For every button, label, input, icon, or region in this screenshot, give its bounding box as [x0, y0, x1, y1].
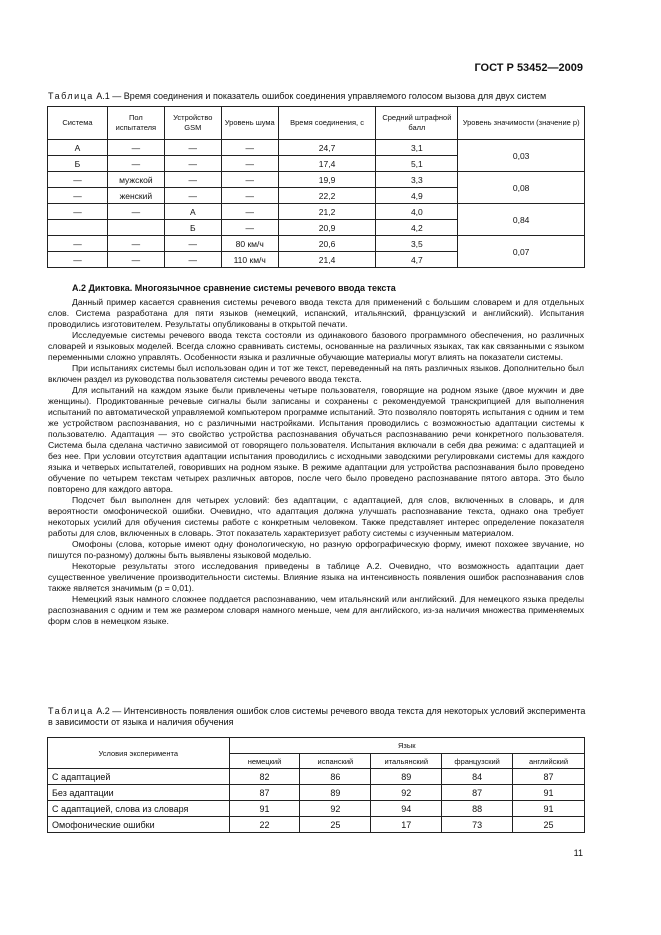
table2-language-cell: немецкий: [229, 754, 300, 769]
table-cell: женский: [107, 188, 164, 204]
paragraph: При испытаниях системы был использован один и тот же текст, переведенный на пять различных языков. Дополнительно был включен раздел из руководства пользователя системы речевого ввода текста.: [48, 363, 584, 384]
table-row: [48, 801, 585, 817]
table-row: [48, 236, 585, 252]
table1-header-cell: Время соединения, с: [278, 107, 376, 140]
table-row: [48, 769, 585, 785]
table-cell: 89: [371, 769, 442, 785]
table-cell: 89: [300, 785, 371, 801]
table-cell: —: [48, 172, 108, 188]
paragraph: Подсчет был выполнен для четырех условий: без адаптации, с адаптацией, для слов, включенных в словарь, и для вероятности омофонической ошибки. Очевидно, что адаптация должна улучшать распознавание текста, однако она требует некоторых усилий для обучения системы работе с конкретным человеком. Также представляет интерес определение показателя работы для слов, включенных в словарь. Этот показатель характеризует работу системы с изученным материалом.: [48, 495, 584, 538]
section-heading: А.2 Диктовка. Многоязычное сравнение системы речевого ввода текста: [72, 283, 396, 293]
table-cell: 87: [229, 785, 300, 801]
table-cell: 91: [513, 785, 585, 801]
table-cell: —: [164, 236, 221, 252]
table-cell: —: [48, 204, 108, 220]
significance-cell: 0,03: [458, 140, 585, 172]
table-cell: А: [164, 204, 221, 220]
table-cell: А: [48, 140, 108, 156]
table1-caption: [48, 91, 588, 101]
table1-header-cell: Пол испытателя: [107, 107, 164, 140]
significance-cell: 0,08: [458, 172, 585, 204]
table-cell: 3,5: [376, 236, 458, 252]
table-cell: [107, 220, 164, 236]
table-cell: Б: [164, 220, 221, 236]
table1-header-cell: Средний штрафной балл: [376, 107, 458, 140]
table-cell: —: [221, 220, 278, 236]
table-cell: 4,2: [376, 220, 458, 236]
table-cell: —: [107, 236, 164, 252]
table-cell: —: [107, 204, 164, 220]
table-cell: 84: [442, 769, 513, 785]
table-cell: 25: [513, 817, 585, 833]
table-cell: [48, 220, 108, 236]
table-cell: 22,2: [278, 188, 376, 204]
table-cell: —: [48, 188, 108, 204]
table-cell: 17: [371, 817, 442, 833]
table-cell: —: [221, 156, 278, 172]
table-cell: —: [221, 172, 278, 188]
table-cell: —: [221, 188, 278, 204]
table-cell: 82: [229, 769, 300, 785]
table-cell: 86: [300, 769, 371, 785]
table-cell: —: [221, 140, 278, 156]
table-cell: —: [107, 252, 164, 268]
table-cell: 20,6: [278, 236, 376, 252]
table-row: [48, 204, 585, 220]
table-cell: —: [164, 172, 221, 188]
table-cell: 3,3: [376, 172, 458, 188]
table-cell: —: [221, 204, 278, 220]
table1-header-cell: Система: [48, 107, 108, 140]
table-cell: 88: [442, 801, 513, 817]
table1-header-row: [48, 107, 585, 140]
table-cell: —: [107, 140, 164, 156]
table2-caption-text: А.2 — Интенсивность появления ошибок слов системы речевого ввода текста для некоторых условий эксперимента в зависимости от языка и наличия обучения: [48, 706, 586, 727]
significance-cell: 0,07: [458, 236, 585, 268]
table2-caption: [48, 706, 586, 728]
table-row: [48, 140, 585, 156]
body-text: [48, 297, 584, 627]
table-row: [48, 817, 585, 833]
page-number: 11: [573, 848, 583, 858]
table-cell: 24,7: [278, 140, 376, 156]
table-cell: 94: [371, 801, 442, 817]
table2-language-cell: итальянский: [371, 754, 442, 769]
row-label: С адаптацией, слова из словаря: [48, 801, 230, 817]
table-cell: 3,1: [376, 140, 458, 156]
table-cell: 4,7: [376, 252, 458, 268]
table2-header-conditions: Условия эксперимента: [48, 738, 230, 769]
table2-language-cell: французский: [442, 754, 513, 769]
paragraph: Некоторые результаты этого исследования приведены в таблице А.2. Очевидно, что возможность адаптации дает существенное увеличение производительности системы. Влияние языка на интенсивность появления ошибок распознавания слов также является значимым (p = 0,01).: [48, 561, 584, 593]
table2-language-cell: испанский: [300, 754, 371, 769]
table1-caption-word: Таблица: [48, 91, 94, 101]
table-cell: 4,9: [376, 188, 458, 204]
row-label: Омофонические ошибки: [48, 817, 230, 833]
table-cell: мужской: [107, 172, 164, 188]
table-cell: 21,4: [278, 252, 376, 268]
table-cell: 5,1: [376, 156, 458, 172]
table-cell: —: [107, 156, 164, 172]
table1: [47, 106, 585, 268]
table2-language-cell: английский: [513, 754, 585, 769]
table2: [47, 737, 585, 833]
row-label: Без адаптации: [48, 785, 230, 801]
table2-header-row: [48, 738, 585, 754]
table-cell: 92: [371, 785, 442, 801]
table-cell: 19,9: [278, 172, 376, 188]
table-cell: 92: [300, 801, 371, 817]
table-cell: 110 км/ч: [221, 252, 278, 268]
table-cell: 87: [513, 769, 585, 785]
table1-caption-text: А.1 — Время соединения и показатель ошибок соединения управляемого голосом вызова для двух систем: [93, 91, 547, 101]
table-cell: 91: [513, 801, 585, 817]
table-cell: —: [48, 252, 108, 268]
table2-header-language: Язык: [229, 738, 584, 754]
paragraph: Омофоны (слова, которые имеют одну фонологическую, но разную орфографическую форму, имеют похожее звучание, но пишутся по-разному) должны быть выявлены языковой моделью.: [48, 539, 584, 560]
paragraph: Исследуемые системы речевого ввода текста состояли из одинакового базового программного обеспечения, но различных словарей и языковых моделей. Всегда сложно сравнивать системы, основанные на различных языках, так как связанными с языком переменными сложно управлять. Особенности языка и различные обучающие материалы могут влиять на показатели системы.: [48, 330, 584, 362]
table-cell: 80 км/ч: [221, 236, 278, 252]
table-cell: 25: [300, 817, 371, 833]
table-cell: —: [48, 236, 108, 252]
table-cell: Б: [48, 156, 108, 172]
table-cell: 87: [442, 785, 513, 801]
table-cell: 17,4: [278, 156, 376, 172]
table-cell: —: [164, 140, 221, 156]
table-row: [48, 172, 585, 188]
table-row: [48, 785, 585, 801]
table-cell: 91: [229, 801, 300, 817]
table-cell: 20,9: [278, 220, 376, 236]
table1-header-cell: Уровень значимости (значение p): [458, 107, 585, 140]
table2-caption-word: Таблица: [48, 706, 94, 716]
table-cell: —: [164, 188, 221, 204]
document-code: ГОСТ Р 53452—2009: [474, 62, 583, 74]
row-label: С адаптацией: [48, 769, 230, 785]
table-cell: 21,2: [278, 204, 376, 220]
paragraph: Для испытаний на каждом языке были привлечены четыре пользователя, говорящие на родном языке (двое мужчин и две женщины). Продиктованные речевые сигналы были записаны и сохранены с рекомендуемой транскрипцией для выполнения испытаний по автоматической управляемой компьютером программе испытаний. Это позволяло повторять испытания с одним и тем же устройством распознавания, но с различными настройками. Испытания проводились с возможностью адаптации системы к пользователю. Адаптация — это свойство устройства распознавания обучаться распознаванию речи конкретного пользователя. Система была сделана частично зависимой от говорящего пользователя. Испытания включали в себя два режима: с адаптацией и без нее. При условии отсутствия адаптации испытания проводились с исходными заводскими регулировками системы для каждого языка и четверых испытателей, говоривших на родном языке. В режиме адаптации для устройства распознавания было проведено обучение по четырем текстам четырех различных авторов, после чего было проведено распознавание пятого автора. Это было повторено для каждого автора.: [48, 385, 584, 494]
table1-header-cell: Устройство GSM: [164, 107, 221, 140]
paragraph: Данный пример касается сравнения системы речевого ввода текста для применений с большим словарем и для отдельных слов. Система разработана для пяти языков (немецкий, испанский, итальянский, французский и английский). Испытания проводились изготовителем. Результаты опубликованы в открытой печати.: [48, 297, 584, 329]
table-cell: 22: [229, 817, 300, 833]
paragraph: Немецкий язык намного сложнее поддается распознаванию, чем итальянский или английский. Для немецкого языка пределы распознавания с одним и тем же размером словаря намного меньше, чем для английского, из-за наличия множества применяемых форм слов в немецком языке.: [48, 594, 584, 626]
table-cell: 4,0: [376, 204, 458, 220]
table-cell: 73: [442, 817, 513, 833]
table-cell: —: [164, 156, 221, 172]
significance-cell: 0,84: [458, 204, 585, 236]
table-cell: —: [164, 252, 221, 268]
table1-header-cell: Уровень шума: [221, 107, 278, 140]
